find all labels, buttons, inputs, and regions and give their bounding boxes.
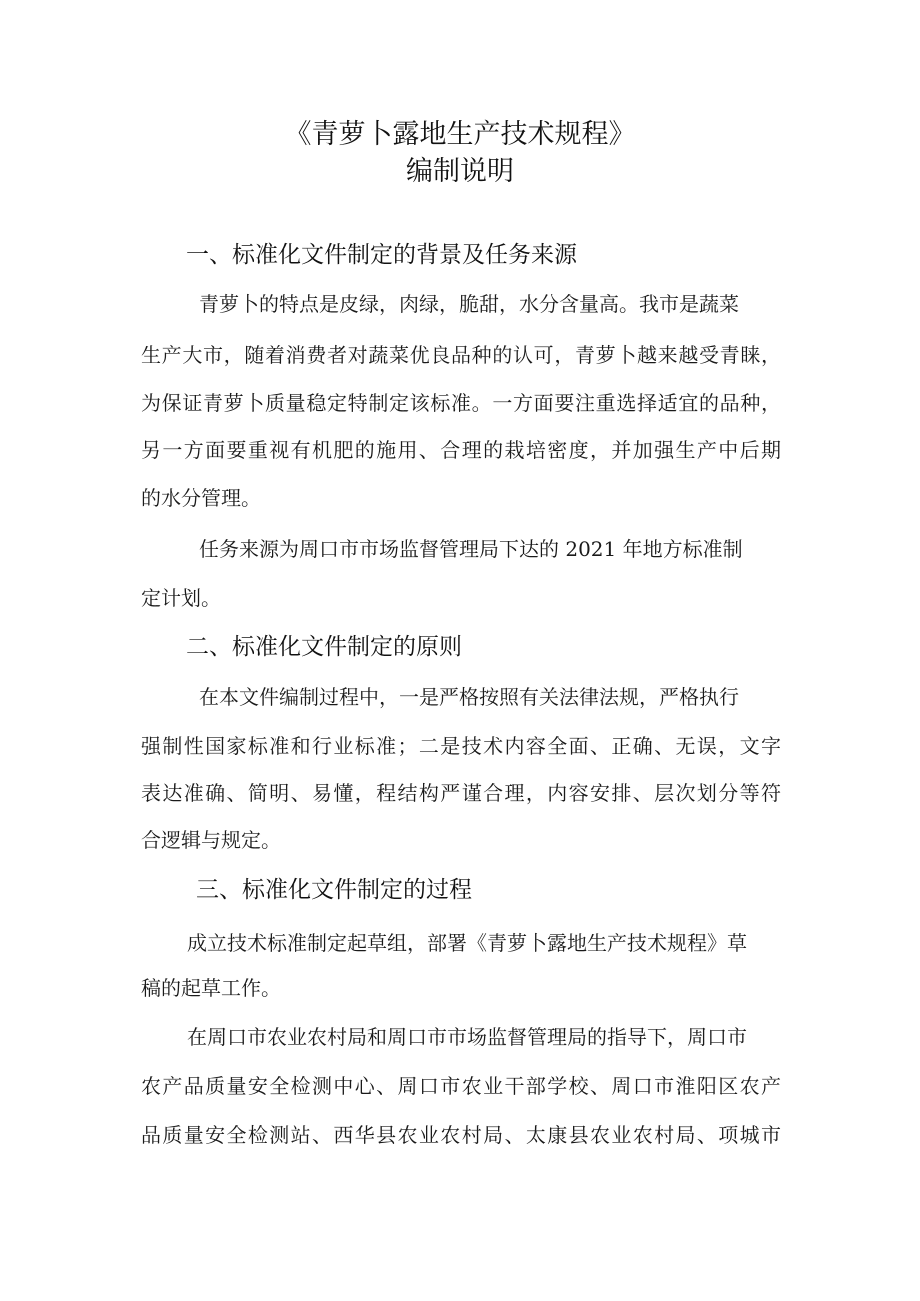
paragraph-line: 青萝卜的特点是皮绿，肉绿，脆甜，水分含量高。我市是蔬菜 [199, 292, 739, 316]
paragraph-line: 稿的起草工作。 [141, 976, 281, 1000]
paragraph-line: 任务来源为周口市市场监督管理局下达的 2021 年地方标准制 [199, 537, 743, 561]
paragraph-line: 品质量安全检测站、西华县农业农村局、太康县农业农村局、项城市 [141, 1123, 781, 1147]
section-heading-2: 二、标准化文件制定的原则 [186, 634, 462, 660]
document-subtitle: 编制说明 [406, 156, 514, 187]
paragraph-line: 成立技术标准制定起草组，部署《青萝卜露地生产技术规程》草 [187, 931, 747, 955]
document-title: 《青萝卜露地生产技术规程》 [284, 119, 636, 150]
paragraph-line: 在周口市农业农村局和周口市市场监督管理局的指导下，周口市 [187, 1025, 747, 1049]
paragraph-line: 另一方面要重视有机肥的施用、合理的栽培密度，并加强生产中后期 [141, 438, 781, 462]
paragraph-line: 合逻辑与规定。 [141, 828, 281, 852]
paragraph-line: 强制性国家标准和行业标准；二是技术内容全面、正确、无误，文字 [141, 734, 781, 758]
paragraph-line: 生产大市，随着消费者对蔬菜优良品种的认可，青萝卜越来越受青睐， [141, 343, 781, 367]
paragraph-line: 在本文件编制过程中，一是严格按照有关法律法规，严格执行 [199, 685, 739, 709]
paragraph-line: 农产品质量安全检测中心、周口市农业干部学校、周口市淮阳区农产 [141, 1074, 781, 1098]
paragraph-line: 表达准确、简明、易懂，程结构严谨合理，内容安排、层次划分等符 [141, 781, 781, 805]
paragraph-line: 的水分管理。 [141, 486, 261, 510]
section-heading-3: 三、标准化文件制定的过程 [196, 877, 472, 903]
paragraph-line: 定计划。 [141, 586, 221, 610]
section-heading-1: 一、标准化文件制定的背景及任务来源 [186, 242, 577, 268]
paragraph-line: 为保证青萝卜质量稳定特制定该标准。一方面要注重选择适宜的品种， [141, 391, 781, 415]
